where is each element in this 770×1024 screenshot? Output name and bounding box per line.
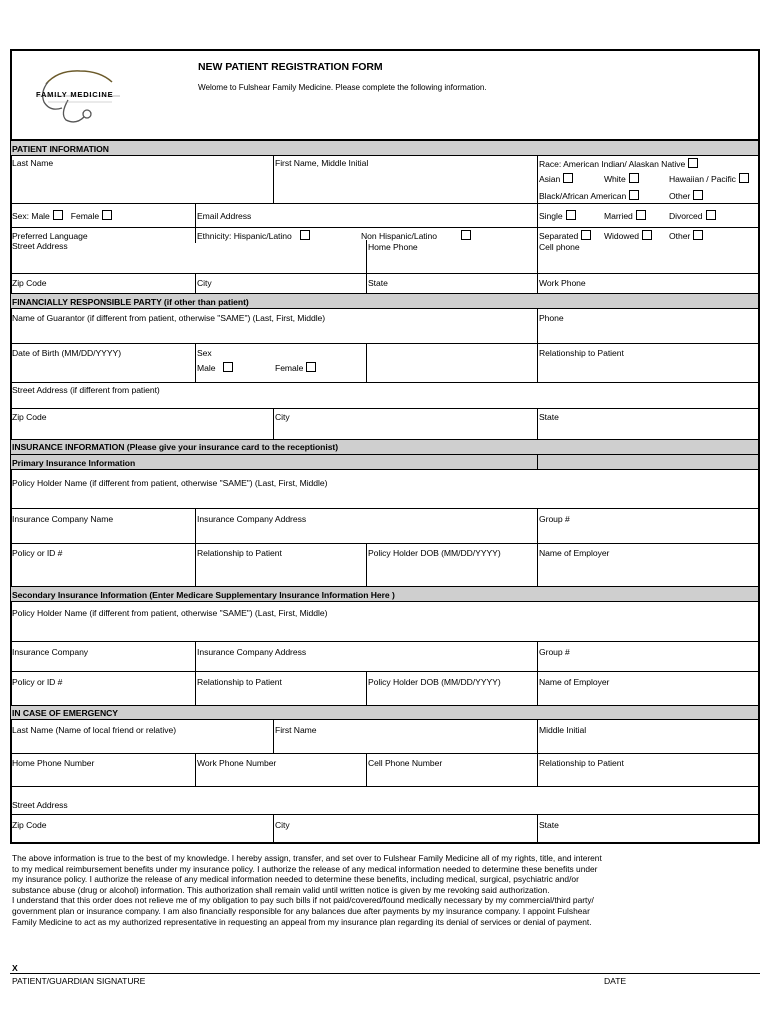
home-phone-field[interactable]: Home Phone [368, 242, 418, 252]
hawaiian-label: Hawaiian / Pacific [669, 174, 736, 184]
marital-other-option[interactable] [669, 230, 703, 241]
emergency-first-name-field[interactable]: First Name [275, 725, 317, 735]
primary-group-field[interactable]: Group # [539, 514, 570, 524]
signature-line[interactable] [10, 973, 760, 974]
sex-female-label: Female [70, 211, 100, 221]
consent-line: to my medical reimbursement benefits under my insurance policy. I authorize the release of any medical information needed to determine these benefits under [12, 863, 598, 874]
consent-line: The above information is true to the best of my knowledge. I hereby assign, transfer, and set over to Fulshear Family Medicine all of my rights, title, and interent [12, 853, 602, 863]
primary-employer-field[interactable]: Name of Employer [539, 548, 610, 558]
race-black-option[interactable] [539, 190, 639, 201]
married-label: Married [604, 211, 633, 221]
guarantor-street-field[interactable]: Street Address (if different from patient) [12, 385, 160, 395]
consent-paragraph [12, 853, 712, 927]
guarantor-dob-field[interactable]: Date of Birth (MM/DD/YYYY) [12, 348, 122, 358]
emergency-home-phone-field[interactable]: Home Phone Number [12, 758, 95, 768]
hawaiian-checkbox[interactable] [739, 173, 749, 183]
guarantor-zip-field[interactable]: Zip Code [12, 412, 47, 422]
guarantor-male-option[interactable] [197, 362, 233, 373]
sex-field[interactable] [12, 210, 112, 221]
last-name-field[interactable]: Last Name [12, 158, 54, 168]
secondary-holder-dob-field[interactable]: Policy Holder DOB (MM/DD/YYYY) [368, 677, 501, 687]
section-financially-responsible-party: FINANCIALLY RESPONSIBLE PARTY (if other than patient) [12, 297, 249, 307]
guarantor-male-checkbox[interactable] [223, 362, 233, 372]
consent-line: Family Medicine to act as my authorized representative in requesting an appeal from my insurance plan regarding its denial of services or denial of payment. [12, 916, 592, 927]
non-hispanic-label: Non Hispanic/Latino [361, 231, 437, 241]
white-label: White [604, 174, 626, 184]
guarantor-female-option[interactable] [275, 362, 316, 373]
preferred-language-field[interactable]: Preferred Language [12, 231, 88, 241]
signature-label: PATIENT/GUARDIAN SIGNATURE [12, 976, 146, 986]
secondary-insurance-heading: Secondary Insurance Information (Enter Medicare Supplementary Insurance Information Here ) [12, 590, 395, 600]
consent-line: substance abuse (drug or alcohol) information. This authorization shall remain valid until written notice is given by me revoking said authorization. [12, 884, 550, 895]
secondary-policy-id-field[interactable]: Policy or ID # [12, 677, 63, 687]
consent-line: government plan or insurance company. I am also financially responsible for any balances due after payments by my insurance company. I appoint Fulshear [12, 905, 590, 916]
race-asian-option[interactable] [539, 173, 573, 184]
section-in-case-of-emergency: IN CASE OF EMERGENCY [12, 708, 118, 718]
marital-widowed-option[interactable] [604, 230, 652, 241]
emergency-cell-phone-field[interactable]: Cell Phone Number [368, 758, 443, 768]
asian-label: Asian [539, 174, 561, 184]
ethnicity-label: Ethnicity: Hispanic/Latino [197, 231, 292, 241]
race-white-option[interactable] [604, 173, 639, 184]
race-hawaiian-option[interactable] [669, 173, 749, 184]
divorced-checkbox[interactable] [706, 210, 716, 220]
emergency-city-field[interactable]: City [275, 820, 290, 830]
marital-divorced-option[interactable] [669, 210, 716, 221]
asian-checkbox[interactable] [563, 173, 573, 183]
race-label: Race: American Indian/ Alaskan Native [539, 159, 686, 169]
secondary-group-field[interactable]: Group # [539, 647, 570, 657]
consent-line: my insurance policy. I authorize the release of any medical information needed to determine these benefits, including medical, surgical, psychiatric and/or [12, 874, 579, 885]
guarantor-phone-field[interactable]: Phone [539, 313, 564, 323]
guarantor-name-field[interactable]: Name of Guarantor (if different from patient, otherwise "SAME") (Last, First, Middle) [12, 313, 326, 323]
non-hispanic-checkbox[interactable] [461, 230, 471, 240]
guarantor-sex-label: Sex [197, 348, 212, 358]
secondary-policy-holder-field[interactable]: Policy Holder Name (if different from patient, otherwise "SAME") (Last, First, Middle) [12, 608, 328, 618]
section-patient-information: PATIENT INFORMATION [12, 144, 109, 154]
female-checkbox[interactable] [102, 210, 112, 220]
consent-line: I understand that this order does not relieve me of my obligation to pay such bills if not paid/covered/found medically necessary by my commercial/third party/ [12, 895, 594, 906]
city-field[interactable]: City [197, 278, 212, 288]
email-field[interactable]: Email Address [197, 211, 252, 221]
first-name-field[interactable]: First Name, Middle Initial [275, 158, 369, 168]
marital-separated-option[interactable] [539, 230, 591, 241]
race-field[interactable] [539, 158, 698, 169]
marital-other-label: Other [669, 231, 691, 241]
marital-other-checkbox[interactable] [693, 230, 703, 240]
section-insurance-information: INSURANCE INFORMATION (Please give your insurance card to the receptionist) [12, 442, 339, 452]
date-label: DATE [604, 976, 627, 986]
hispanic-checkbox[interactable] [300, 230, 310, 240]
guarantor-male-label: Male [197, 363, 216, 373]
race-other-option[interactable] [669, 190, 703, 201]
marital-married-option[interactable] [604, 210, 646, 221]
single-label: Single [539, 211, 563, 221]
emergency-work-phone-field[interactable]: Work Phone Number [197, 758, 277, 768]
guarantor-relationship-field[interactable]: Relationship to Patient [539, 348, 624, 358]
separated-checkbox[interactable] [581, 230, 591, 240]
secondary-relationship-field[interactable]: Relationship to Patient [197, 677, 282, 687]
primary-policy-id-field[interactable]: Policy or ID # [12, 548, 63, 558]
male-checkbox[interactable] [53, 210, 63, 220]
zip-code-field[interactable]: Zip Code [12, 278, 47, 288]
divorced-label: Divorced [669, 211, 703, 221]
separated-label: Separated [539, 231, 579, 241]
street-address-field[interactable]: Street Address [12, 241, 68, 251]
form-title: NEW PATIENT REGISTRATION FORM [198, 61, 383, 73]
primary-policy-holder-field[interactable]: Policy Holder Name (if different from patient, otherwise "SAME") (Last, First, Middle) [12, 478, 328, 488]
primary-holder-dob-field[interactable]: Policy Holder DOB (MM/DD/YYYY) [368, 548, 501, 558]
primary-company-name-field[interactable]: Insurance Company Name [12, 514, 114, 524]
sex-male-label: Sex: Male [12, 211, 50, 221]
single-checkbox[interactable] [566, 210, 576, 220]
emergency-middle-initial-field[interactable]: Middle Initial [539, 725, 587, 735]
primary-insurance-heading: Primary Insurance Information [12, 458, 136, 468]
emergency-last-name-field[interactable]: Last Name (Name of local friend or relative) [12, 725, 177, 735]
guarantor-state-field[interactable]: State [539, 412, 559, 422]
emergency-relationship-field[interactable]: Relationship to Patient [539, 758, 624, 768]
secondary-company-address-field[interactable]: Insurance Company Address [197, 647, 307, 657]
signature-x-mark: X [12, 963, 18, 973]
race-other-checkbox[interactable] [693, 190, 703, 200]
white-checkbox[interactable] [629, 173, 639, 183]
secondary-company-field[interactable]: Insurance Company [12, 647, 89, 657]
widowed-label: Widowed [604, 231, 639, 241]
primary-company-address-field[interactable]: Insurance Company Address [197, 514, 307, 524]
form-subtitle: Welome to Fulshear Family Medicine. Please complete the following information. [198, 83, 487, 92]
black-label: Black/African American [539, 191, 627, 201]
marital-single-option[interactable] [539, 210, 576, 221]
work-phone-field[interactable]: Work Phone [539, 278, 586, 288]
ethnicity-hispanic-option[interactable] [197, 230, 310, 241]
ethnicity-non-hispanic-option[interactable] [361, 230, 471, 241]
state-field[interactable]: State [368, 278, 388, 288]
guarantor-city-field[interactable]: City [275, 412, 290, 422]
emergency-state-field[interactable]: State [539, 820, 559, 830]
emergency-zip-field[interactable]: Zip Code [12, 820, 47, 830]
widowed-checkbox[interactable] [642, 230, 652, 240]
primary-relationship-field[interactable]: Relationship to Patient [197, 548, 282, 558]
secondary-employer-field[interactable]: Name of Employer [539, 677, 610, 687]
race-american-indian-checkbox[interactable] [688, 158, 698, 168]
guarantor-female-label: Female [275, 363, 304, 373]
black-checkbox[interactable] [629, 190, 639, 200]
race-other-label: Other [669, 191, 691, 201]
guarantor-female-checkbox[interactable] [306, 362, 316, 372]
married-checkbox[interactable] [636, 210, 646, 220]
cell-phone-field[interactable]: Cell phone [539, 242, 580, 252]
emergency-street-field[interactable]: Street Address [12, 800, 68, 810]
logo-text: FAMILY MEDICINE [36, 90, 114, 99]
